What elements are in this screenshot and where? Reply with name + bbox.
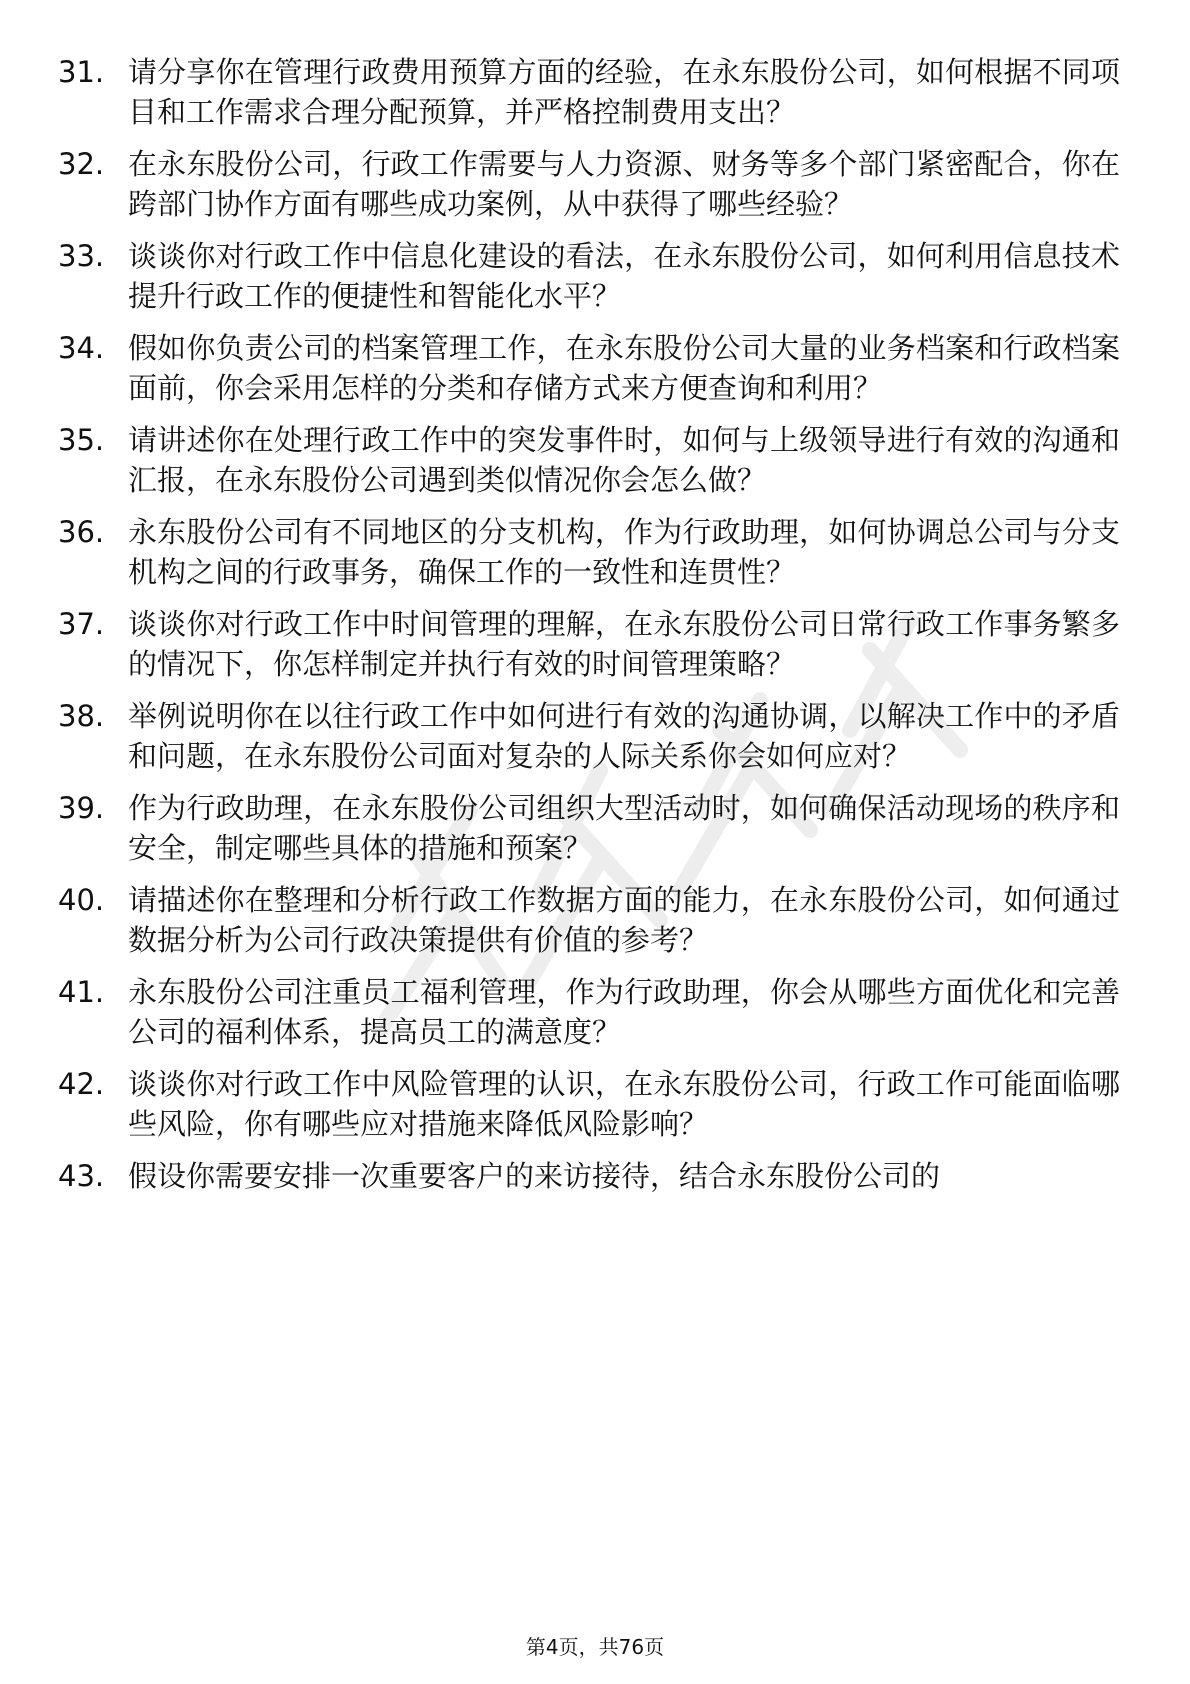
question-item (58, 880, 1120, 960)
question-item (58, 604, 1120, 684)
question-text: 请讲述你在处理行政工作中的突发事件时，如何与上级领导进行有效的沟通和汇报，在永东股份公司遇到类似情况你会怎么做？ (128, 423, 1120, 497)
question-item (58, 420, 1120, 500)
question-number: 43. (58, 1159, 105, 1193)
question-item (58, 788, 1120, 868)
question-text: 永东股份公司有不同地区的分支机构，作为行政助理，如何协调总公司与分支机构之间的行政事务，确保工作的一致性和连贯性？ (128, 515, 1120, 589)
question-number: 41. (58, 975, 105, 1009)
question-text: 谈谈你对行政工作中时间管理的理解，在永东股份公司日常行政工作事务繁多的情况下，你怎样制定并执行有效的时间管理策略？ (128, 607, 1120, 681)
question-item (58, 1064, 1120, 1144)
question-text: 在永东股份公司，行政工作需要与人力资源、财务等多个部门紧密配合，你在跨部门协作方面有哪些成功案例，从中获得了哪些经验？ (128, 147, 1120, 221)
question-number: 36. (58, 515, 105, 549)
question-text: 谈谈你对行政工作中风险管理的认识，在永东股份公司，行政工作可能面临哪些风险，你有哪些应对措施来降低风险影响？ (128, 1067, 1120, 1141)
question-text: 谈谈你对行政工作中信息化建设的看法，在永东股份公司，如何利用信息技术提升行政工作的便捷性和智能化水平？ (128, 239, 1120, 313)
question-text: 永东股份公司注重员工福利管理，作为行政助理，你会从哪些方面优化和完善公司的福利体系，提高员工的满意度？ (128, 975, 1120, 1049)
question-text: 请描述你在整理和分析行政工作数据方面的能力，在永东股份公司，如何通过数据分析为公司行政决策提供有价值的参考？ (128, 883, 1120, 957)
question-item (58, 696, 1120, 776)
question-text: 假如你负责公司的档案管理工作，在永东股份公司大量的业务档案和行政档案面前，你会采用怎样的分类和存储方式来方便查询和利用？ (128, 331, 1120, 405)
question-item (58, 972, 1120, 1052)
question-number: 34. (58, 331, 105, 365)
question-text: 举例说明你在以往行政工作中如何进行有效的沟通协调，以解决工作中的矛盾和问题，在永东股份公司面对复杂的人际关系你会如何应对？ (128, 699, 1120, 773)
question-number: 33. (58, 239, 105, 273)
question-number: 37. (58, 607, 105, 641)
question-text: 作为行政助理，在永东股份公司组织大型活动时，如何确保活动现场的秩序和安全，制定哪些具体的措施和预案？ (128, 791, 1120, 865)
question-text: 假设你需要安排一次重要客户的来访接待，结合永东股份公司的 (128, 1159, 941, 1193)
question-item (58, 1156, 1120, 1196)
question-list (58, 52, 1120, 1208)
question-number: 39. (58, 791, 105, 825)
question-item (58, 52, 1120, 132)
question-item (58, 144, 1120, 224)
question-number: 38. (58, 699, 105, 733)
question-number: 32. (58, 147, 105, 181)
question-item (58, 328, 1120, 408)
question-number: 31. (58, 55, 105, 89)
question-number: 40. (58, 883, 105, 917)
question-number: 42. (58, 1067, 105, 1101)
question-number: 35. (58, 423, 105, 457)
question-item (58, 236, 1120, 316)
question-item (58, 512, 1120, 592)
question-text: 请分享你在管理行政费用预算方面的经验，在永东股份公司，如何根据不同项目和工作需求合理分配预算，并严格控制费用支出？ (128, 55, 1120, 129)
page-footer: 第4页，共76页 (525, 1635, 665, 1659)
